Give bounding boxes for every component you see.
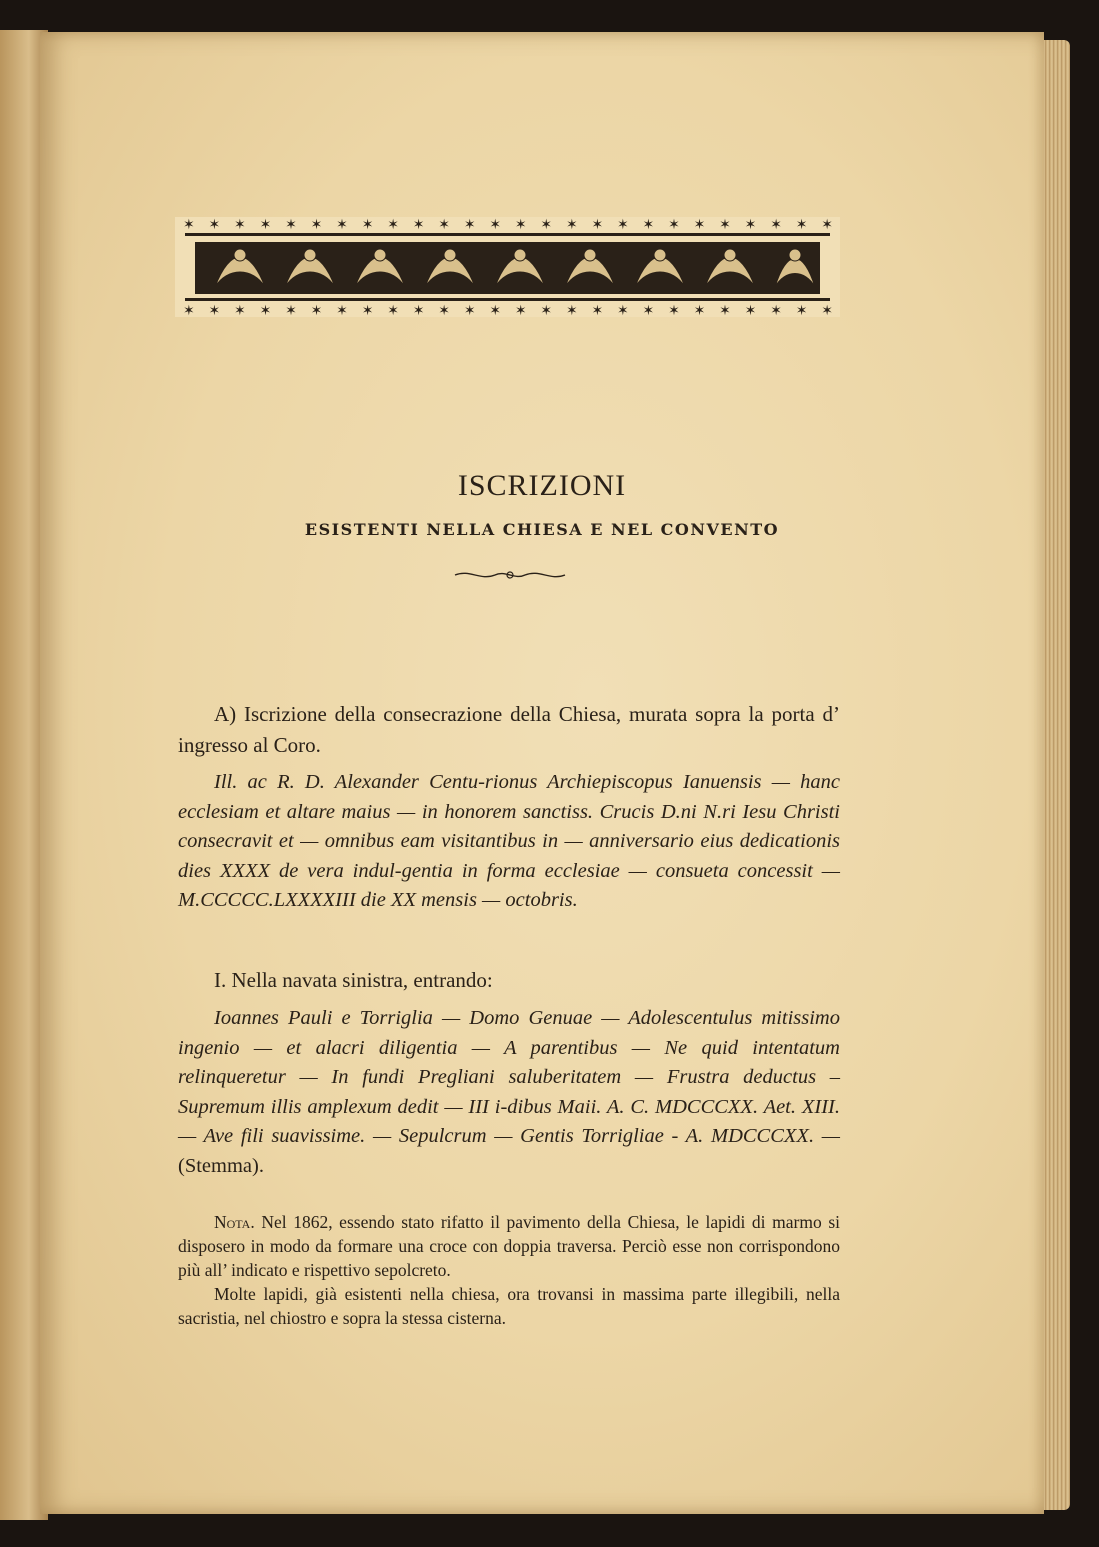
book-page	[40, 32, 1044, 1514]
stemma-label: (Stemma).	[178, 1154, 264, 1177]
note-paragraph-2: Molte lapidi, già esistenti nella chiesa, ora trovansi in massima parte illegibili, nella sacristia, nel chiostro e sopra la stessa cisterna.	[178, 1284, 840, 1328]
section-1-inscription	[178, 1004, 840, 1182]
fleuron-divider	[450, 567, 570, 583]
section-1-intro: I. Nella navata sinistra, entrando:	[214, 968, 493, 992]
svg-text:✶✶✶✶✶✶✶✶✶✶✶✶✶✶✶✶✶✶✶✶✶✶✶✶✶✶: ✶✶✶✶✶✶✶✶✶✶✶✶✶✶✶✶✶✶✶✶✶✶✶✶✶✶	[183, 217, 834, 233]
note-paragraph	[178, 1210, 840, 1282]
note-text: Nel 1862, essendo stato rifatto il pavimento della Chiesa, le lapidi di marmo si disposero in modo da formare una croce con doppia traversa. Perciò esse non corrispondono più all’ indicato e rispettivo sepolcreto.	[178, 1212, 840, 1280]
note-label: Nota.	[214, 1212, 255, 1232]
section-a-intro: A) Iscrizione della consecrazione della Chiesa, murata sopra la porta d’ ingresso al Coro.	[178, 702, 840, 757]
page-title: ISCRIZIONI	[457, 469, 627, 502]
section-1-inscription-text: Ioannes Pauli e Torriglia — Domo Genuae — Adolescentulus mitissimo ingenio — et alacri diligentia — A parentibus — Ne quid intentatum relinqueretur — In fundi Pregliani saluberitatem — Frustra deductus – Supremum illis amplexum dedit — III i-dibus Maii. A. C. MDCCCXX. Aet. XIII. — Ave fili suavissime. — Sepulcrum — Gentis Torrigliae - A. MDCCCXX. —	[178, 1007, 840, 1148]
svg-text:✶✶✶✶✶✶✶✶✶✶✶✶✶✶✶✶✶✶✶✶✶✶✶✶✶✶: ✶✶✶✶✶✶✶✶✶✶✶✶✶✶✶✶✶✶✶✶✶✶✶✶✶✶	[183, 303, 834, 317]
page-subtitle: ESISTENTI NELLA CHIESA E NEL CONVENTO	[304, 520, 780, 539]
section-a-inscription: Ill. ac R. D. Alexander Centu-rionus Archiepiscopus Ianuensis — hanc ecclesiam et altare maius — in honorem sanctiss. Crucis D.ni N.ri Iesu Christi consecravit et — omnibus eam visitantibus in — anniversario eius dedicationis dies XXXX de vera indul-gentia in forma ecclesiae — consueta concessit — M.CCCCC.LXXXXIII die XX mensis — octobris.	[178, 771, 840, 912]
headpiece-ornament	[175, 187, 840, 317]
